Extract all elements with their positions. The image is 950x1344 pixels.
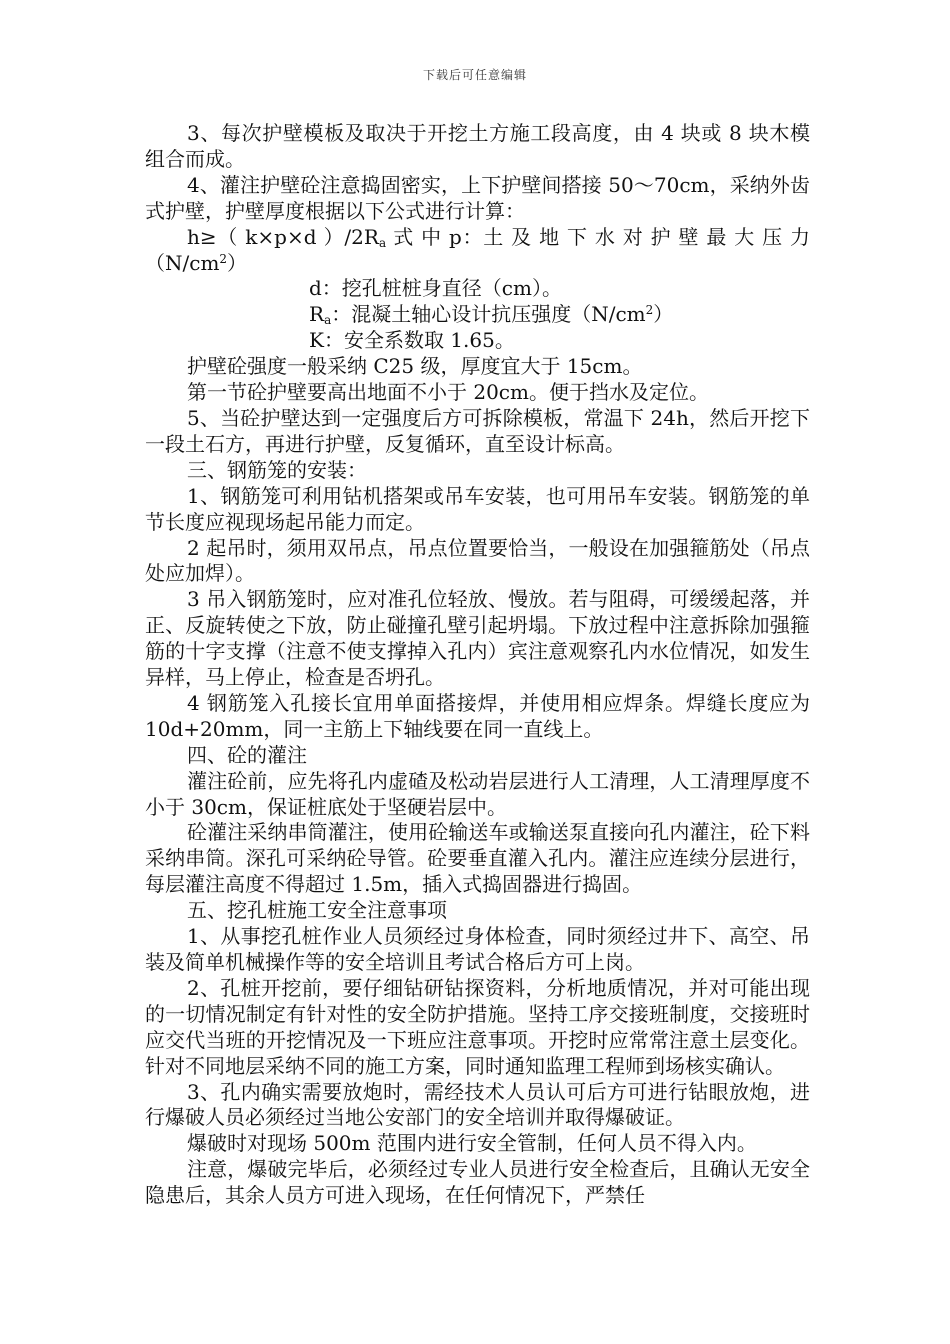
- paragraph: 2 起吊时，须用双吊点，吊点位置要恰当，一般设在加强箍筋处（吊点处应加焊）。: [145, 535, 810, 586]
- formula-variable-d: d：挖孔桩桩身直径（cm）。: [309, 276, 562, 301]
- section-heading: 四、砼的灌注: [187, 742, 307, 767]
- paragraph: 1、从事挖孔桩作业人员须经过身体检查，同时须经过井下、高空、吊装及简单机械操作等的安全培训且考试合格后方可上岗。: [145, 924, 810, 974]
- paragraph: 4、灌注护壁砼注意捣固密实，上下护壁间搭接 50～70cm，采纳外齿式护壁，护壁厚度根据以下公式进行计算：: [145, 172, 810, 223]
- formula-variable-k: K：安全系数取 1.65。: [309, 328, 515, 353]
- section-heading: 五、挖孔桩施工安全注意事项: [187, 898, 447, 923]
- formula-unit: $(N/cm^2)$: [145, 250, 248, 275]
- formula-variable-ra: $R_a$：混凝土轴心设计抗压强度$(N/cm^2)$: [309, 302, 674, 328]
- paragraph: 爆破时对现场 500m 范围内进行安全管制，任何人员不得入内。: [187, 1131, 757, 1156]
- paragraph: 1、钢筋笼可利用钻机搭架或吊车安装，也可用吊车安装。钢筋笼的单节长度应视现场起吊能力而定。: [145, 483, 810, 534]
- section-heading: 三、钢筋笼的安装：: [187, 457, 367, 482]
- paragraph: 灌注砼前，应先将孔内虚碴及松动岩层进行人工清理，人工清理厚度不小于 30cm，保证桩底处于坚硬岩层中。: [145, 768, 810, 819]
- paragraph: 4 钢筋笼入孔接长宜用单面搭接焊，并使用相应焊条。焊缝长度应为 10d+20mm，同一主筋上下轴线要在同一直线上。: [145, 690, 810, 741]
- paragraph: 护壁砼强度一般采纳 C25 级，厚度宜大于 15cm。: [187, 354, 643, 379]
- paragraph: 3 吊入钢筋笼时，应对准孔位轻放、慢放。若与阻碍，可缓缓起落，并正、反旋转使之下放，防止碰撞孔壁引起坍塌。下放过程中注意拆除加强箍筋的十字支撑（注意不使支撑掉入孔内）宾注意观察孔内水位情况，如发生异样，马上停止，检查是否坍孔。: [145, 587, 810, 690]
- paragraph: 第一节砼护壁要高出地面不小于 20cm。便于挡水及定位。: [187, 380, 709, 405]
- page-header: 下载后可任意编辑: [422, 68, 527, 82]
- paragraph: 砼灌注采纳串筒灌注，使用砼输送车或输送泵直接向孔内灌注，砼下料采纳串筒。深孔可采纳砼导管。砼要垂直灌入孔内。灌注应连续分层进行，每层灌注高度不得超过 1.5m，插入式捣固器进行捣固。: [145, 820, 810, 897]
- paragraph: 3、孔内确实需要放炮时，需经技术人员认可后方可进行钻眼放炮，进行爆破人员必须经过当地公安部门的安全培训并取得爆破证。: [145, 1079, 810, 1130]
- paragraph: 3、每次护壁模板及取决于开挖土方施工段高度，由 4 块或 8 块木模组合而成。: [145, 121, 810, 171]
- paragraph: 2、孔桩开挖前，要仔细钻研钻探资料，分析地质情况，并对可能出现的一切情况制定有针对性的安全防护措施。坚持工序交接班制度，交接班时应交代当班的开挖情况及一下班应注意事项。开挖时应常常注意土层变化。针对不同地层采纳不同的施工方案，同时通知监理工程师到场核实确认。: [145, 975, 810, 1078]
- paragraph: 注意，爆破完毕后，必须经过专业人员进行安全检查后，且确认无安全隐患后，其余人员方可进入现场，在任何情况下，严禁任: [145, 1157, 810, 1208]
- paragraph: 5、当砼护壁达到一定强度后方可拆除模板，常温下 24h，然后开挖下一段土石方，再进行护壁，反复循环，直至设计标高。: [145, 405, 810, 456]
- document-body: [145, 121, 810, 1209]
- formula-line: h≥（ k×p×d ）$/2R_a$ 式 中 p：土 及 地 下 水 对 护 壁 最 大 压 力: [187, 224, 810, 250]
